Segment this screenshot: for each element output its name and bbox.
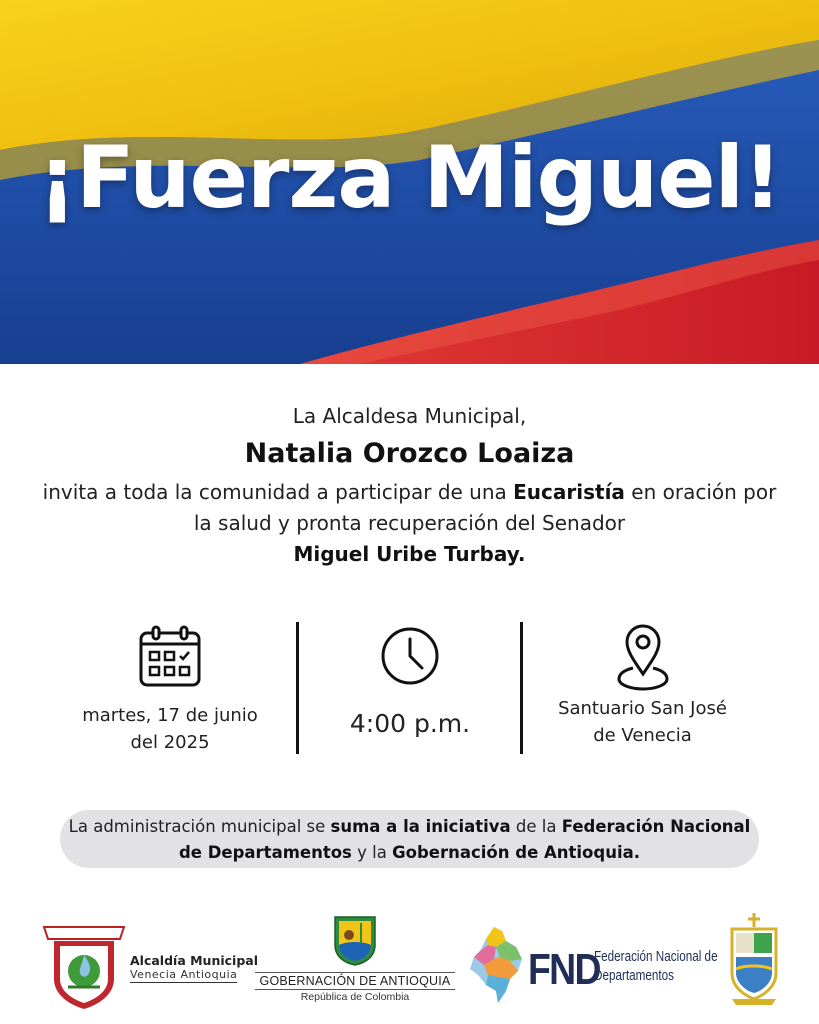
place-column (535, 616, 750, 761)
note-emphasis-3: Gobernación de Antioquia. (392, 843, 641, 862)
clock-icon (380, 626, 440, 690)
gobernacion-name: GOBERNACIÓN DE ANTIOQUIA (255, 972, 455, 990)
note-text-2: de la (510, 817, 562, 836)
note-text-3: y la (351, 843, 393, 862)
senator-name: Miguel Uribe Turbay. (293, 542, 526, 566)
mayor-title: La Alcaldesa Municipal, (292, 404, 527, 428)
sponsor-logos (0, 905, 819, 1015)
mayor-name: Natalia Orozco Loaiza (244, 438, 575, 469)
gobernacion-sub: República de Colombia (300, 991, 410, 1003)
location-pin-icon (615, 622, 671, 696)
fnd-full-name (594, 947, 718, 985)
note-emphasis-2: Federación Nacional de Departamentos (178, 817, 751, 862)
venecia-coat-of-arms-icon (728, 911, 780, 1011)
invitation-body (0, 477, 819, 570)
date-column (60, 616, 280, 761)
event-date (60, 702, 280, 756)
fnd-abbreviation: FND (528, 945, 600, 994)
invitation-text (0, 404, 819, 570)
event-date-line2: del 2025 (130, 732, 210, 753)
body-text-1: invita a toda la comunidad a participar de una (42, 480, 514, 504)
event-place-line1: Santuario San José (558, 698, 727, 719)
flag-banner (0, 0, 819, 364)
initiative-note (60, 810, 759, 868)
time-column (310, 616, 510, 761)
calendar-icon (138, 624, 202, 692)
alcaldia-sub: Venecia Antioquia (130, 968, 238, 981)
eucharist-emphasis: Eucaristía (513, 480, 625, 504)
antioquia-shield-icon (333, 915, 377, 971)
event-time: 4:00 p.m. (349, 709, 471, 738)
hero-title: ¡Fuerza Miguel! (37, 128, 782, 228)
fnd-name-line1: Federación Nacional de (594, 948, 718, 965)
body-text-2: en oración por la salud y pronta recuperación del Senador (193, 480, 777, 535)
note-emphasis-1: suma a la iniciativa (330, 817, 511, 836)
event-place-line2: de Venecia (593, 725, 692, 746)
note-text-1: La administración municipal se (68, 817, 331, 836)
fnd-name-line2: Departamentos (594, 967, 674, 984)
alcaldia-name: Alcaldía Municipal (130, 953, 258, 968)
alcaldia-shield-icon (38, 919, 130, 1015)
event-details (0, 616, 819, 761)
divider-right (520, 622, 523, 754)
colombia-map-icon (466, 925, 526, 1009)
event-place (535, 695, 750, 749)
divider-left (296, 622, 299, 754)
event-date-line1: martes, 17 de junio (82, 705, 258, 726)
